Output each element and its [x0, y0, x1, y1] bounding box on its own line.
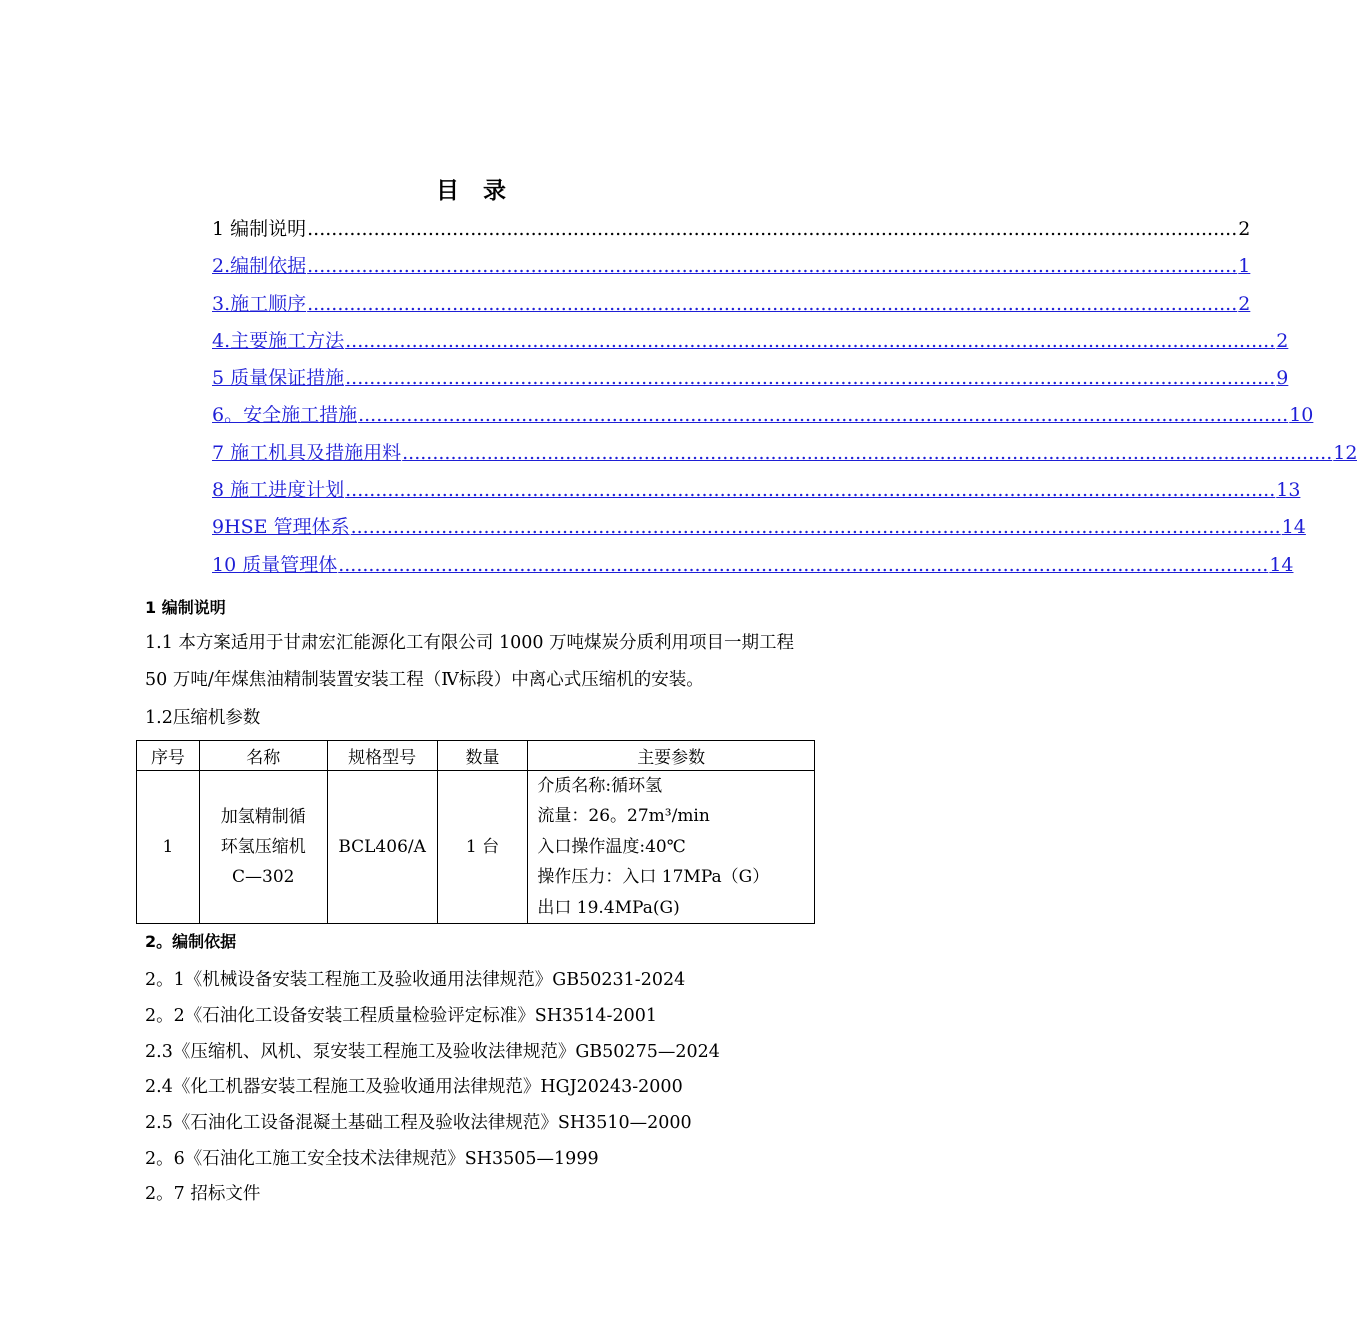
compressor-params-table — [136, 740, 815, 924]
param-line: 入口操作温度:40℃ — [537, 836, 686, 857]
toc-entry-label: 6。安全施工措施 — [212, 404, 358, 427]
toc-leader-dots: .......................................................................................................................................................... — [338, 553, 1269, 576]
toc-entry-label: 7 施工机具及措施用料 — [212, 441, 402, 464]
toc-entry-label: 3.施工顺序 — [212, 292, 307, 315]
name-line: C—302 — [232, 867, 295, 888]
table-row — [137, 771, 815, 924]
toc-link[interactable] — [212, 512, 1306, 549]
toc-entry-label: 2.编制依据 — [212, 255, 307, 278]
toc-entry-page: 9 — [1276, 367, 1289, 390]
toc-entry-page: 13 — [1276, 479, 1301, 502]
toc-entry-page: 2 — [1276, 329, 1289, 352]
equipment-quantity: 1 台 — [437, 771, 528, 924]
reference-item: 2。2《石油化工设备安装工程质量检验评定标准》SH3514-2001 — [145, 1006, 658, 1026]
equipment-name — [199, 771, 327, 924]
table-of-contents — [212, 214, 1357, 587]
param-line: 出口 19.4MPa(G) — [537, 897, 680, 918]
toc-leader-dots: .......................................................................................................................................................... — [345, 329, 1276, 352]
toc-leader-dots: .......................................................................................................................................................... — [345, 367, 1276, 390]
toc-link[interactable] — [212, 400, 1314, 437]
toc-link[interactable] — [212, 475, 1301, 512]
table-header-cell: 主要参数 — [528, 741, 815, 771]
name-line: 环氢压缩机 — [220, 837, 306, 858]
table-header-cell: 数量 — [437, 741, 528, 771]
toc-link[interactable] — [212, 438, 1357, 475]
compressor-params-title: 1.2压缩机参数 — [145, 708, 261, 728]
toc-entry-label: 9HSE 管理体系 — [212, 516, 350, 539]
toc-link[interactable] — [212, 550, 1294, 587]
toc-entry-page: 14 — [1269, 553, 1294, 576]
toc-entry-page: 14 — [1281, 516, 1306, 539]
section-1-heading: 1 编制说明 — [145, 598, 226, 617]
toc-entry-label: 10 质量管理体 — [212, 553, 338, 576]
param-line: 操作压力：入口 17MPa（G） — [537, 867, 770, 888]
toc-leader-dots: .......................................................................................................................................................... — [307, 292, 1238, 315]
toc-entry-page: 1 — [1238, 255, 1251, 278]
reference-item: 2.3《压缩机、风机、泵安装工程施工及验收法律规范》GB50275—2024 — [145, 1042, 720, 1062]
table-header-cell: 名称 — [199, 741, 327, 771]
toc-leader-dots: .......................................................................................................................................................... — [350, 516, 1281, 539]
toc-link[interactable] — [212, 363, 1289, 400]
param-line: 流量：26。27m³/min — [537, 806, 710, 827]
toc-entry-label: 5 质量保证措施 — [212, 367, 345, 390]
table-header-cell: 序号 — [137, 741, 200, 771]
toc-entry-page: 10 — [1289, 404, 1314, 427]
section-2-heading: 2。编制依据 — [145, 932, 237, 951]
toc-link[interactable] — [212, 289, 1251, 326]
toc-link[interactable] — [212, 326, 1289, 363]
equipment-model: BCL406/A — [327, 771, 437, 924]
toc-entry-label: 1 编制说明 — [212, 218, 307, 240]
main-parameters — [528, 771, 815, 924]
section-1-paragraph: 1.1 本方案适用于甘肃宏汇能源化工有限公司 1000 万吨煤炭分质利用项目一期工程 50 万吨/年煤焦油精制装置安装工程（Ⅳ标段）中离心式压缩机的安装。 — [145, 633, 795, 690]
toc-leader-dots: .......................................................................................................................................................... — [402, 441, 1333, 464]
toc-leader-dots: .......................................................................................................................................................... — [307, 255, 1238, 278]
param-line: 介质名称:循环氢 — [537, 776, 663, 796]
toc-entry-page: 12 — [1333, 441, 1357, 464]
reference-item: 2.4《化工机器安装工程施工及验收通用法律规范》HGJ20243-2000 — [145, 1077, 683, 1097]
reference-item: 2。7 招标文件 — [145, 1184, 261, 1204]
row-number: 1 — [137, 771, 200, 924]
toc-entry[interactable] — [212, 214, 1251, 251]
toc-entry-page: 2 — [1238, 292, 1251, 315]
toc-title: 目 录 — [435, 178, 514, 204]
reference-item: 2.5《石油化工设备混凝土基础工程及验收法律规范》SH3510—2000 — [145, 1113, 692, 1133]
toc-leader-dots: .......................................................................................................................................................... — [345, 479, 1276, 502]
name-line: 加氢精制循 — [220, 807, 306, 828]
toc-link[interactable] — [212, 251, 1251, 288]
table-header-row — [137, 741, 815, 771]
toc-entry-label: 8 施工进度计划 — [212, 479, 345, 502]
toc-leader-dots: .......................................................................................................................................................... — [358, 404, 1289, 427]
reference-item: 2。6《石油化工施工安全技术法律规范》SH3505—1999 — [145, 1149, 599, 1169]
reference-item: 2。1《机械设备安装工程施工及验收通用法律规范》GB50231-2024 — [145, 970, 686, 990]
toc-entry-label: 4.主要施工方法 — [212, 329, 345, 352]
table-header-cell: 规格型号 — [327, 741, 437, 771]
toc-entry-page: 2 — [1238, 218, 1251, 240]
toc-leader-dots: .......................................................................................................................................................... — [307, 218, 1238, 240]
